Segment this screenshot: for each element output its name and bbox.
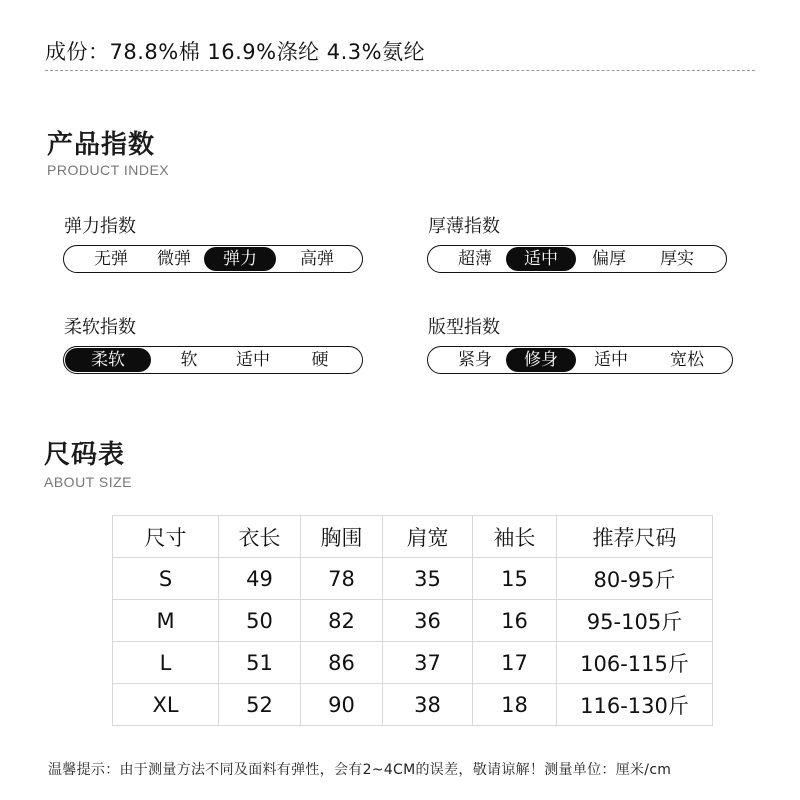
- header-cell: 肩宽: [383, 516, 473, 558]
- header-cell: 尺寸: [113, 516, 219, 558]
- product-index-title: 产品指数: [47, 130, 156, 160]
- table-cell: 36: [383, 600, 473, 642]
- table-cell: 37: [383, 642, 473, 684]
- fit-option: 修身: [506, 348, 576, 372]
- table-cell: 80-95斤: [557, 558, 713, 600]
- footnote-text: 温馨提示：由于测量方法不同及面料有弹性，会有2~4CM的误差，敬请谅解！测量单位：厘米/cm: [48, 762, 672, 778]
- size-chart-subtitle: ABOUT SIZE: [44, 474, 132, 490]
- thickness-option: 厚实: [660, 249, 694, 269]
- table-cell: 18: [473, 684, 557, 726]
- size-cell: M: [113, 600, 219, 642]
- softness-option: 适中: [236, 350, 270, 370]
- table-cell: 78: [301, 558, 383, 600]
- table-cell: 51: [219, 642, 301, 684]
- dashed-divider: [45, 70, 755, 71]
- table-cell: 16: [473, 600, 557, 642]
- table-cell: 15: [473, 558, 557, 600]
- header-cell: 袖长: [473, 516, 557, 558]
- elasticity-label: 弹力指数: [64, 216, 136, 237]
- table-cell: 49: [219, 558, 301, 600]
- softness-option: 柔软: [65, 348, 151, 372]
- elasticity-option: 高弹: [300, 249, 334, 269]
- elasticity-scale: [63, 245, 363, 273]
- table-cell: 50: [219, 600, 301, 642]
- table-row: [113, 600, 713, 642]
- thickness-option: 适中: [506, 247, 576, 271]
- table-cell: 95-105斤: [557, 600, 713, 642]
- thickness-option: 偏厚: [592, 249, 626, 269]
- size-cell: S: [113, 558, 219, 600]
- fit-option: 紧身: [458, 350, 492, 370]
- thickness-label: 厚薄指数: [428, 216, 500, 237]
- table-row: [113, 684, 713, 726]
- softness-label: 柔软指数: [64, 317, 136, 338]
- table-cell: 82: [301, 600, 383, 642]
- header-cell: 衣长: [219, 516, 301, 558]
- size-table: [112, 515, 713, 726]
- table-cell: 17: [473, 642, 557, 684]
- elasticity-option: 微弹: [157, 249, 191, 269]
- table-cell: 90: [301, 684, 383, 726]
- table-row: [113, 558, 713, 600]
- fit-option: 宽松: [670, 350, 704, 370]
- table-cell: 35: [383, 558, 473, 600]
- fit-option: 适中: [594, 350, 628, 370]
- thickness-option: 超薄: [458, 249, 492, 269]
- size-cell: L: [113, 642, 219, 684]
- thickness-scale: [427, 245, 727, 273]
- composition-text: 成份：78.8%棉 16.9%涤纶 4.3%氨纶: [45, 40, 426, 64]
- softness-option: 软: [180, 350, 198, 370]
- table-row: [113, 642, 713, 684]
- size-chart-title: 尺码表: [44, 440, 126, 470]
- table-cell: 116-130斤: [557, 684, 713, 726]
- table-cell: 38: [383, 684, 473, 726]
- table-cell: 106-115斤: [557, 642, 713, 684]
- table-header-row: [113, 516, 713, 558]
- table-cell: 86: [301, 642, 383, 684]
- elasticity-option: 无弹: [94, 249, 128, 269]
- product-index-subtitle: PRODUCT INDEX: [47, 162, 170, 178]
- elasticity-option: 弹力: [204, 247, 276, 271]
- table-cell: 52: [219, 684, 301, 726]
- fit-scale: [427, 346, 733, 374]
- fit-label: 版型指数: [428, 317, 500, 338]
- softness-option: 硬: [311, 350, 329, 370]
- size-cell: XL: [113, 684, 219, 726]
- header-cell: 胸围: [301, 516, 383, 558]
- softness-scale: [63, 346, 363, 374]
- header-cell: 推荐尺码: [557, 516, 713, 558]
